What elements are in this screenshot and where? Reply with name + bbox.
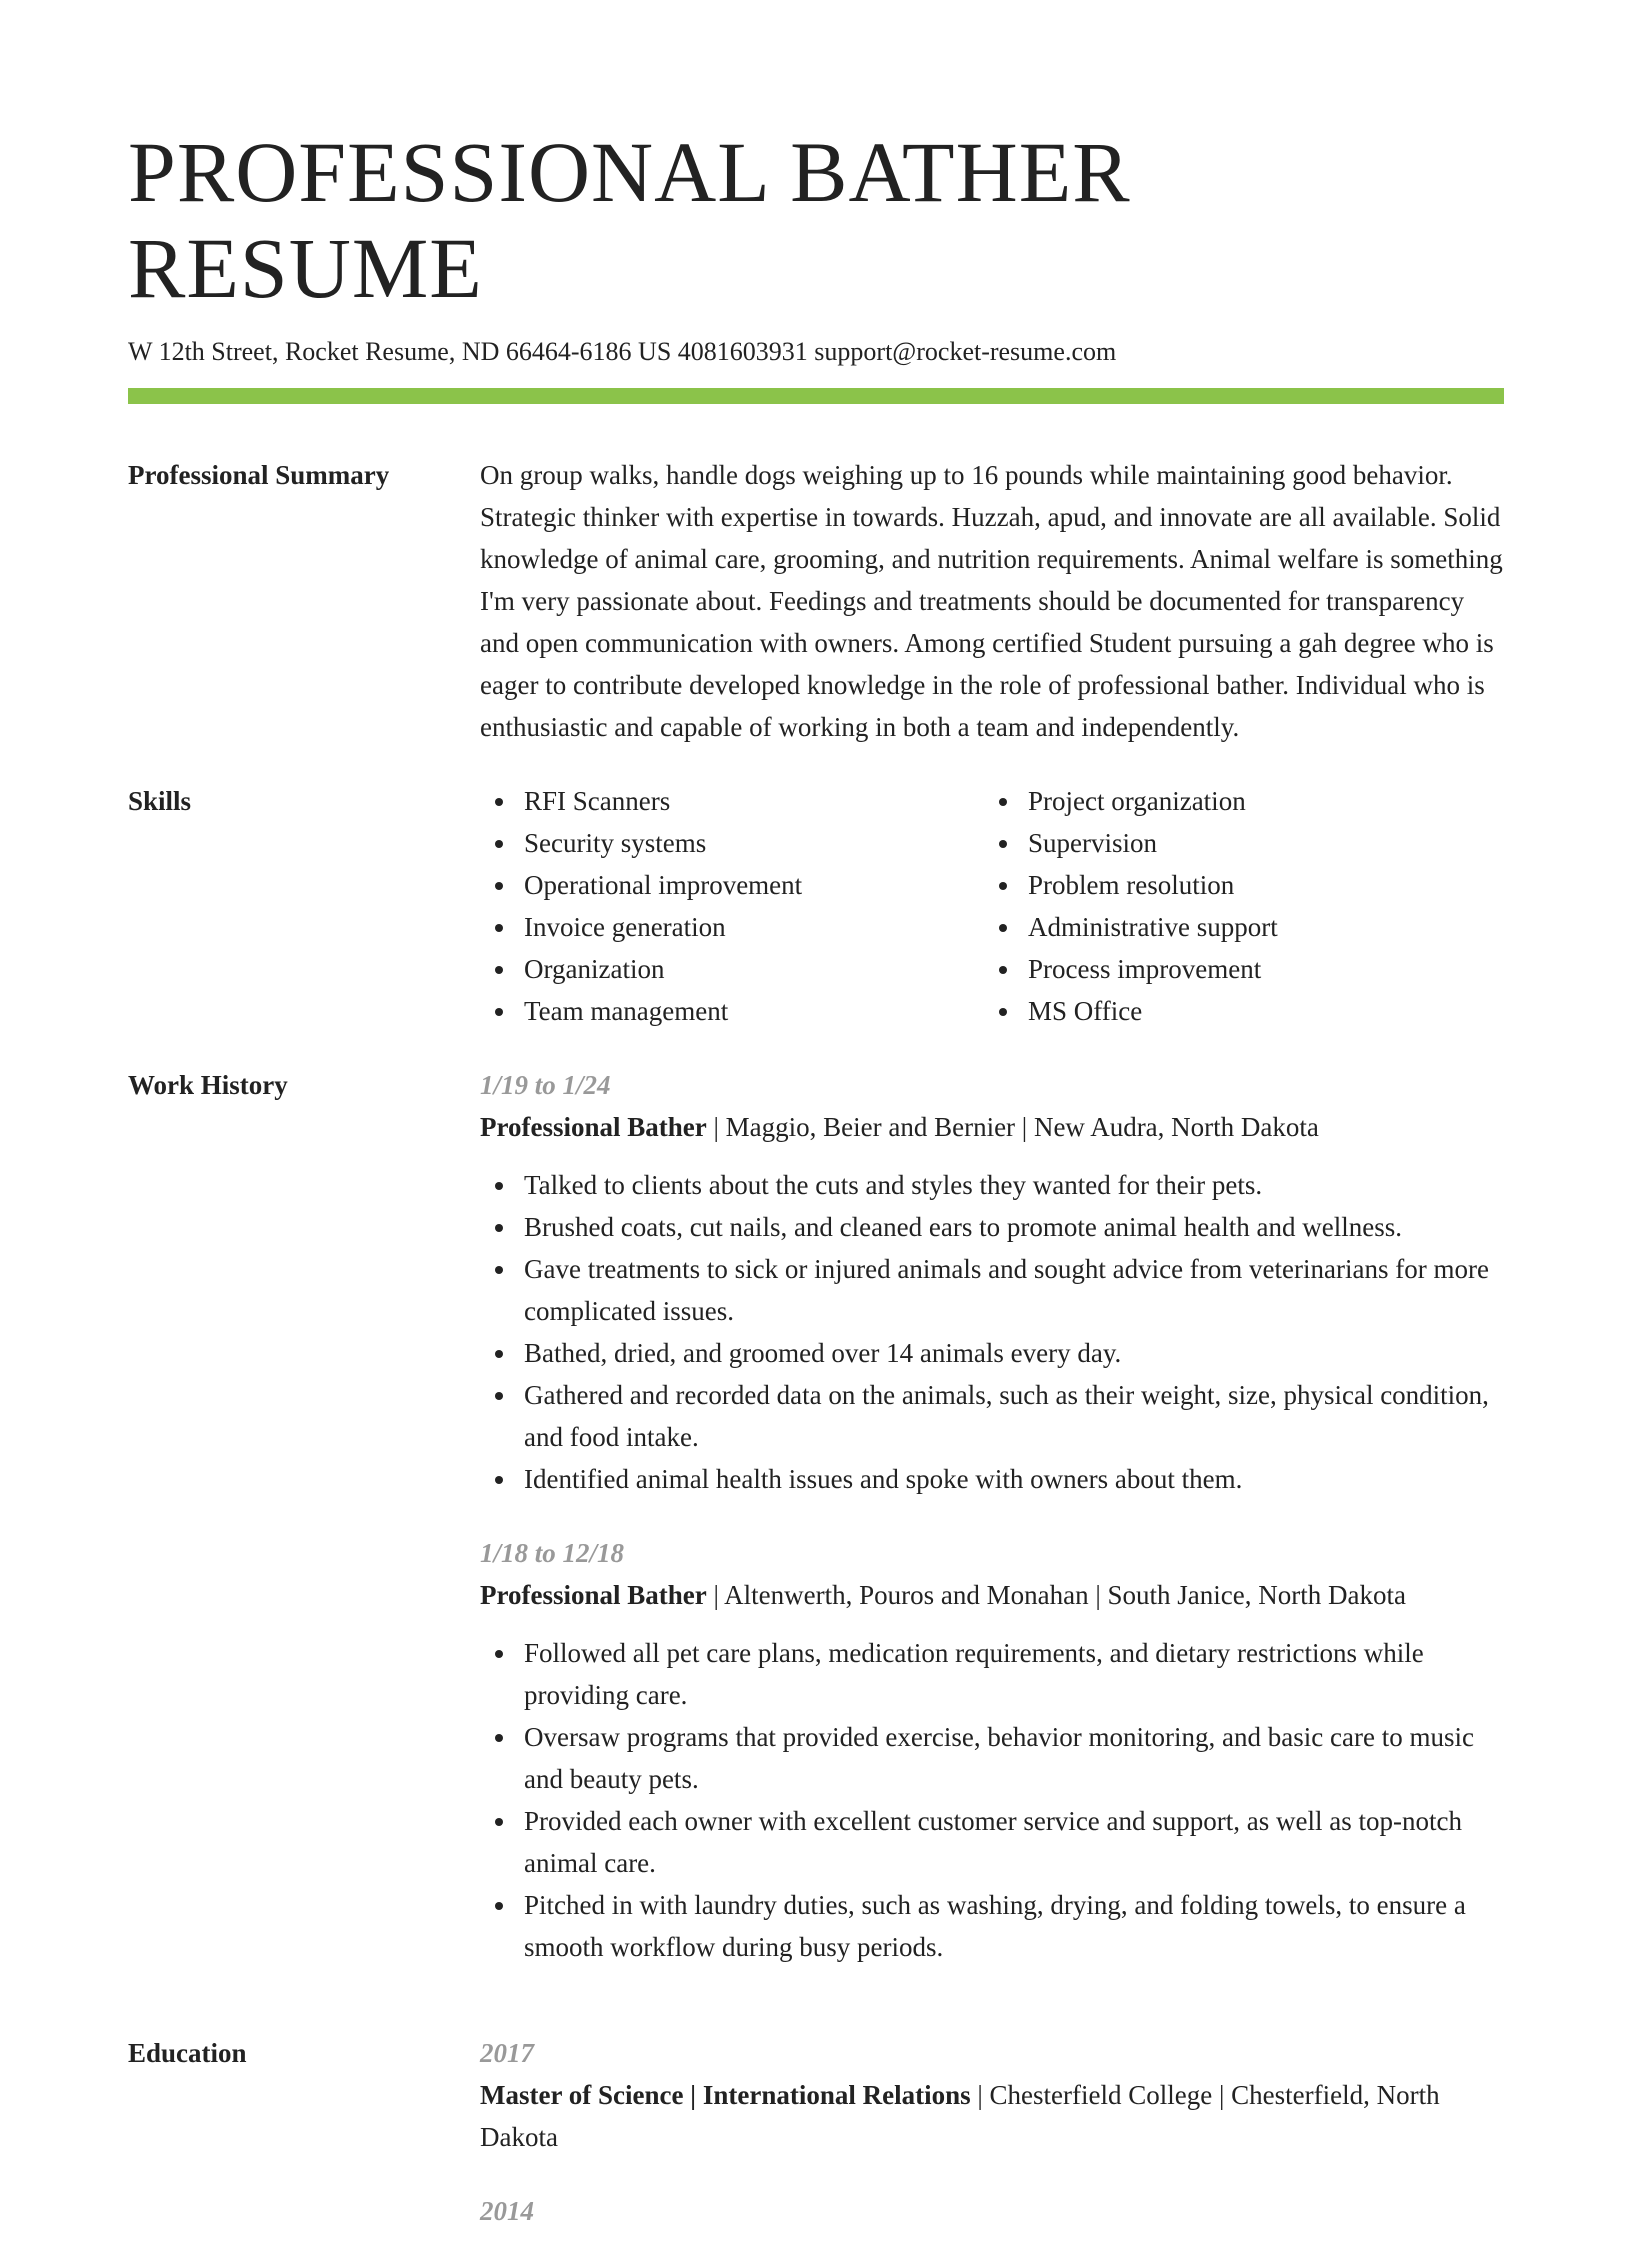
contact-line: W 12th Street, Rocket Resume, ND 66464-6186 US 4081603931 support@rocket-resume.com [128,337,1117,366]
work-history-heading: Work History [128,1070,288,1100]
summary-text: On group walks, handle dogs weighing up to 16 pounds while maintaining good behavior. Strategic thinker with expertise in towards. Huzzah, apud, and innovate are all available. Solid knowledge of animal care, grooming, and nutrition requirements. Animal welfare is something I'm very passionate about. Feedings and treatments should be documented for transparency and open communication with owners. Among certified Student pursuing a gah degree who is eager to contribute developed knowledge in the role of professional bather. Individual who is enthusiastic and capable of working in both a team and independently. [480,460,1503,742]
skill-item: Administrative support [984,906,1488,948]
summary-section [128,454,1504,748]
skills-left-column [480,780,984,1032]
job-duty: Talked to clients about the cuts and styles they wanted for their pets. [480,1164,1504,1206]
job-duty: Pitched in with laundry duties, such as washing, drying, and folding towels, to ensure a smooth workflow during busy periods. [480,1884,1504,1968]
resume-title: PROFESSIONAL BATHER RESUME [128,124,1131,316]
education-school-location: | Chesterfield College | Chesterfield, North Dakota [480,2080,1440,2152]
job-employer-location: | Maggio, Beier and Bernier | New Audra, North Dakota [706,1112,1319,1142]
skill-item: RFI Scanners [480,780,984,822]
education-line [480,2074,1504,2158]
job-duty: Brushed coats, cut nails, and cleaned ears to promote animal health and wellness. [480,1206,1504,1248]
work-history-section [128,1064,1504,2000]
job-title-line [480,1574,1504,1616]
job-duty: Gave treatments to sick or injured animals and sought advice from veterinarians for more complicated issues. [480,1248,1504,1332]
skill-item: Supervision [984,822,1488,864]
job-position: Professional Bather [480,1112,707,1142]
job-duty: Provided each owner with excellent customer service and support, as well as top-notch animal care. [480,1800,1504,1884]
job-position: Professional Bather [480,1580,707,1610]
job-entry [480,1532,1504,1968]
job-entry [480,1064,1504,1500]
job-employer-location: | Altenwerth, Pouros and Monahan | South Janice, North Dakota [706,1580,1406,1610]
skill-item: Organization [480,948,984,990]
education-degree: Master of Science | International Relations [480,2080,971,2110]
job-duty: Followed all pet care plans, medication requirements, and dietary restrictions while providing care. [480,1632,1504,1716]
education-entry [480,2032,1504,2158]
education-year: 2017 [480,2038,534,2068]
skills-right-column [984,780,1488,1032]
education-year: 2014 [480,2196,534,2226]
job-duty: Gathered and recorded data on the animals, such as their weight, size, physical condition, and food intake. [480,1374,1504,1458]
skill-item: Problem resolution [984,864,1488,906]
skills-section [128,780,1504,1032]
skill-item: Team management [480,990,984,1032]
education-heading: Education [128,2038,247,2068]
job-duty: Oversaw programs that provided exercise, behavior monitoring, and basic care to music and beauty pets. [480,1716,1504,1800]
skill-item: Security systems [480,822,984,864]
accent-divider [128,388,1504,404]
education-entry [480,2190,1504,2232]
job-duty: Bathed, dried, and groomed over 14 animals every day. [480,1332,1504,1374]
skill-item: Invoice generation [480,906,984,948]
job-dates: 1/19 to 1/24 [480,1070,611,1100]
resume-page [128,0,1504,2264]
skill-item: MS Office [984,990,1488,1032]
job-duties [480,1164,1504,1500]
summary-heading: Professional Summary [128,460,390,490]
skill-item: Project organization [984,780,1488,822]
job-dates: 1/18 to 12/18 [480,1538,625,1568]
job-duties [480,1632,1504,1968]
job-title-line [480,1106,1504,1148]
skill-item: Operational improvement [480,864,984,906]
job-duty: Identified animal health issues and spoke with owners about them. [480,1458,1504,1500]
work-history-body [480,1064,1504,2000]
skills-heading: Skills [128,786,192,816]
skills-grid [480,780,1504,1032]
skill-item: Process improvement [984,948,1488,990]
education-body [480,2032,1504,2264]
education-section [128,2032,1504,2264]
